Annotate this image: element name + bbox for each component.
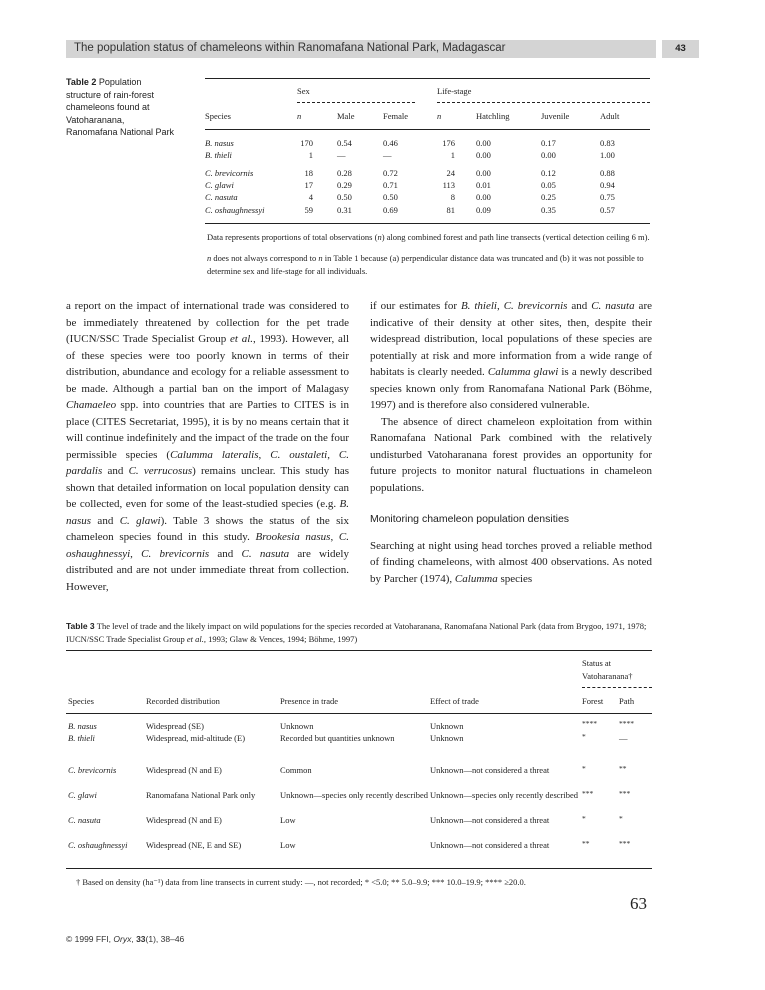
table2-cell: 0.57	[600, 205, 615, 215]
body-text: if our estimates for	[370, 300, 461, 312]
table2-cell: 0.83	[600, 138, 615, 148]
body-text: ,	[327, 448, 339, 461]
table2-cell: 81	[446, 205, 455, 215]
table3-cell: —	[619, 733, 628, 743]
table3-cell: C. brevicornis	[68, 765, 117, 775]
section-subheading: Monitoring chameleon population densities	[370, 513, 570, 525]
table2-cell: 17	[304, 180, 313, 190]
table2-cell: 0.54	[337, 138, 352, 148]
table3-col-presence: Presence in trade	[280, 696, 339, 706]
table2-cell: 1	[450, 150, 455, 160]
table2-col-female: Female	[383, 111, 409, 121]
body-italic-text: Calumma glawi	[487, 366, 559, 378]
table3-cell: Recorded but quantities unknown	[280, 733, 395, 743]
table2-col-species: Species	[205, 111, 231, 121]
table3-cell: *	[582, 764, 586, 773]
table2-cell: 0.35	[541, 205, 556, 215]
table2-cell: 0.31	[337, 205, 352, 215]
table2-cell: 0.29	[337, 180, 352, 190]
table3-cell: Widespread, mid-altitude (E)	[146, 733, 246, 743]
body-text: and	[91, 514, 120, 527]
caption-text: The level of trade and the likely impact on wild populations for the species recorded at Vatoharanana, Ranomafana National Park (data from Brygoo, 1971, 1978; IUCN/SSC Trade Specialist Group	[66, 621, 647, 644]
caption-italic: et al.	[186, 633, 204, 644]
table3-col-distribution: Recorded distribution	[146, 696, 220, 706]
table2-cell: 0.94	[600, 180, 615, 190]
table2-group-life-stage: Life-stage	[437, 86, 472, 96]
body-text: spp. into countries that are Parties to CITES is in place (CITES Secretariat, 1995), it is by no means certain that it will continue indefinitely and the impact of the trade on the four permissible species (	[66, 399, 349, 461]
table3-cell: Unknown—not considered a threat	[430, 815, 550, 825]
table3-cell: Unknown	[280, 721, 314, 731]
table3-top-rule	[66, 650, 652, 651]
table3-cell: Unknown	[430, 721, 464, 731]
table2-cell: 0.09	[476, 205, 491, 215]
table2-cell: 0.00	[541, 150, 556, 160]
body-italic-text: Chamaeleo	[66, 399, 117, 411]
table3-col-species: Species	[68, 696, 94, 706]
table2-cell: C. brevicornis	[205, 168, 254, 178]
table2-cell: 0.00	[476, 168, 491, 178]
table2-cell: 0.75	[600, 192, 615, 202]
footer-citation	[66, 934, 184, 944]
table3-cell: ****	[582, 719, 597, 728]
body-italic-text: C. pardalis	[66, 448, 349, 477]
table3-cell: *	[582, 732, 586, 741]
body-text: are widely distributed and are not under immediate threat from collection. However,	[66, 547, 349, 593]
table3-bottom-rule	[66, 868, 652, 869]
table3-col-forest: Forest	[582, 696, 604, 706]
table2-col-adult: Adult	[600, 111, 620, 121]
note-text: Data represents proportions of total observations (	[207, 232, 378, 242]
body-italic-text: Calumma lateralis	[170, 448, 259, 461]
body-italic-text: Brookesia nasus	[255, 531, 331, 543]
table3-status-header-1: Status at	[582, 658, 612, 668]
table2-cell: 0.01	[476, 180, 491, 190]
table3-cell: ***	[619, 839, 631, 848]
body-italic-text: C. oustaleti	[270, 448, 328, 461]
body-text: and	[102, 465, 129, 477]
page-number: 63	[630, 894, 647, 913]
body-text: and	[209, 547, 242, 560]
table3-col-effect: Effect of trade	[430, 696, 479, 706]
table2-cell: 0.71	[383, 180, 398, 190]
note-text: ) along combined forest and path line transects (vertical detection ceiling 6 m).	[381, 232, 650, 242]
table2-col-male: Male	[337, 111, 355, 121]
table2-cell: 8	[450, 192, 455, 202]
table2-col-hatchling: Hatchling	[476, 111, 510, 121]
body-italic-text: et al.	[230, 333, 254, 345]
table3-cell: Widespread (N and E)	[146, 815, 222, 825]
table2-cell: 0.50	[337, 192, 352, 202]
body-italic-text: Calumma	[454, 572, 498, 585]
table2-cell: 4	[308, 192, 313, 202]
note-text: does not always correspond to	[211, 253, 319, 263]
footer-text: © 1999 FFI,	[66, 934, 114, 944]
body-paragraph: The absence of direct chameleon exploitation from within Ranomafana National Park combined with the relatively undisturbed Vatoharanana forest provides an opportunity for future projects to monitor natural fluctuations in chameleon populations.	[370, 415, 652, 494]
running-header-page-number: 43	[662, 40, 699, 58]
table2-cell: 18	[304, 168, 313, 178]
table2-cell: 0.50	[383, 192, 398, 202]
table3-cell: *	[619, 814, 623, 823]
table2-col-juvenile: Juvenile	[541, 111, 570, 121]
table2-caption-text: Population structure of rain-forest chameleons found at Vatoharanana, Ranomafana National Park	[66, 77, 175, 137]
body-text: is a newly described species known only from Ranomafana National Park (Böhme, 1997) and is therefore also considered vulnerable.	[370, 366, 653, 411]
body-text: are indicative of their density at other sites, then, despite their widespread distribution, local populations of these species are potentially at risk and more information from a wide range of habitats is clearly needed.	[370, 300, 652, 378]
body-italic-text: C. nasuta	[241, 547, 290, 560]
table2-cell: 0.05	[541, 180, 556, 190]
table2-cell: 176	[442, 138, 455, 148]
table3-label: Table 3	[66, 621, 95, 631]
table2-cell: 0.00	[476, 138, 491, 148]
table3-status-header-2: Vatoharanana†	[582, 671, 633, 681]
table3-cell: Low	[280, 840, 296, 850]
table3-cell: **	[619, 764, 627, 773]
footer-text: (1), 38–46	[145, 934, 185, 944]
body-text: ,	[330, 531, 339, 543]
table2-cell: 0.25	[541, 192, 556, 202]
table3-footnote: † Based on density (ha⁻¹) data from line transects in current study: —, not recorded; * <5.0; ** 5.0–9.9; *** 10.0–19.9; **** ≥20.0.	[76, 877, 526, 887]
table3-cell: Unknown—not considered a threat	[430, 840, 550, 850]
table2-cell: —	[337, 150, 346, 160]
table3-cell: B. nasus	[68, 721, 97, 731]
table3-status-rule	[582, 687, 652, 688]
table2-cell: B. thieli	[205, 150, 232, 160]
body-italic-text: C. brevicornis	[141, 547, 210, 560]
body-text: a report on the impact of international trade was considered to be immediately threatened by collection for the pet trade (IUCN/SSC Trade Specialist Group	[66, 300, 349, 345]
table3-cell: Widespread (N and E)	[146, 765, 222, 775]
table3-cell: C. oshaughnessyi	[68, 840, 128, 850]
table3-cell: Ranomafana National Park only	[146, 790, 256, 800]
table2-cell: —	[383, 150, 392, 160]
table2-cell: 0.12	[541, 168, 556, 178]
body-italic-text: B. thieli	[460, 300, 497, 312]
table2-col-n-life: n	[437, 111, 442, 121]
table2-cell: C. glawi	[205, 180, 234, 190]
body-italic-text: C. nasuta	[591, 300, 635, 312]
table2-cell: 0.88	[600, 168, 615, 178]
body-text: ) remains unclear. This study has shown that detailed information on local population density can be collected, even for some of the least-studied species (e.g.	[66, 465, 349, 510]
table3-header-rule	[66, 713, 652, 714]
body-text: ,	[130, 547, 142, 560]
table3-cell: B. thieli	[68, 733, 95, 743]
table2-cell: 170	[300, 138, 313, 148]
note-italic-n: n	[207, 253, 212, 263]
footer-volume: 33	[136, 934, 146, 944]
footer-text: ,	[131, 934, 137, 944]
table3-cell: ****	[619, 719, 634, 728]
table2-cell: 0.28	[337, 168, 352, 178]
table2-col-n-sex: n	[297, 111, 302, 121]
table3-cell: Unknown—species only recently described	[280, 790, 428, 800]
table2-label: Table 2	[66, 77, 97, 87]
table3-cell: Low	[280, 815, 296, 825]
footer-journal: Oryx	[113, 934, 132, 944]
table3-cell: C. glawi	[68, 790, 97, 800]
body-italic-text: C. glawi	[119, 514, 161, 527]
body-italic-text: C. brevicornis	[503, 300, 568, 312]
body-text: and	[567, 300, 592, 312]
body-text: ,	[258, 448, 271, 461]
table2-cell: 0.00	[476, 192, 491, 202]
table2-cell: 0.00	[476, 150, 491, 160]
table2-cell: 1.00	[600, 150, 615, 160]
body-text: Searching at night using head torches proved a reliable method of finding chameleons, with almost 400 observations. As noted by Parcher (1974),	[370, 539, 652, 585]
table2-cell: C. oshaughnessyi	[205, 205, 265, 215]
table3-cell: Widespread (NE, E and SE)	[146, 840, 242, 850]
body-italic-text: C. verrucosus	[128, 465, 193, 477]
table2-cell: 0.72	[383, 168, 398, 178]
note-italic-n: n	[318, 253, 323, 263]
body-italic-text: B. nasus	[66, 498, 349, 527]
caption-text: , 1993; Glaw & Vences, 1994; Böhme, 1997)	[203, 633, 358, 644]
table2-cell: 0.17	[541, 138, 556, 148]
running-header-title: The population status of chameleons within Ranomafana National Park, Madagascar	[74, 42, 506, 54]
body-italic-text: C. oshaughnessyi	[66, 531, 349, 560]
table2-cell: 1	[308, 150, 313, 160]
table2-cell: C. nasuta	[205, 192, 238, 202]
table2-cell: 0.69	[383, 205, 398, 215]
table3-cell: Common	[280, 765, 312, 775]
note-italic-n: n	[377, 232, 382, 242]
table3-cell: Unknown	[430, 733, 464, 743]
table2-cell: 24	[446, 168, 455, 178]
table3-cell: **	[582, 839, 590, 848]
note-text: in Table 1 because (a) perpendicular distance data was truncated and (b) it was not possible to determine sex and life-stage for all individuals.	[207, 253, 644, 276]
table3-col-path: Path	[619, 696, 635, 706]
table2-cell: 0.46	[383, 138, 398, 148]
body-text: ). Table 3 shows the status of the six chameleon species found in this study.	[66, 514, 349, 543]
table2-cell: 59	[304, 205, 313, 215]
table3-cell: Unknown—not considered a threat	[430, 765, 550, 775]
table2-cell: 113	[442, 180, 455, 190]
table2-group-sex: Sex	[297, 86, 310, 96]
table3-cell: *	[582, 814, 586, 823]
table3-cell: ***	[619, 789, 631, 798]
body-text: species	[497, 572, 533, 585]
table3-cell: ***	[582, 789, 594, 798]
table3-cell: Unknown—species only recently described	[430, 790, 578, 800]
table3-cell: Widespread (SE)	[146, 721, 204, 731]
body-text: ,	[496, 300, 504, 312]
table3-cell: C. nasuta	[68, 815, 101, 825]
body-text: , 1993). However, all of these species were too poorly known in terms of their distribution, abundance and ecology for a reliable assessment to be made. Although a partial ban on the import of Malagasy	[66, 333, 349, 395]
table2-cell: B. nasus	[205, 138, 234, 148]
